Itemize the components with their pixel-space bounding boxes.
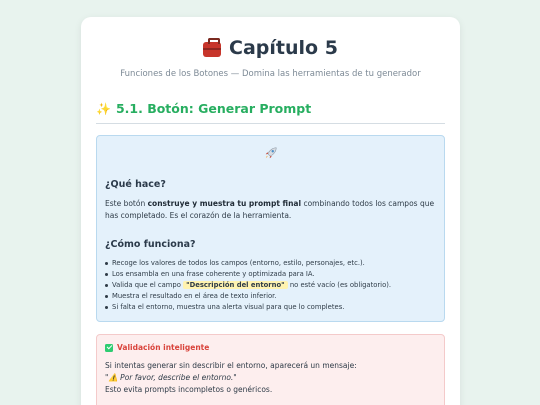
validation-line: Esto evita prompts incompletos o genéricos. <box>105 385 273 394</box>
chapter-card <box>81 17 460 405</box>
list-item: Los ensambla en una frase coherente y optimizada para IA. <box>105 269 436 280</box>
what-heading: ¿Qué hace? <box>105 179 166 190</box>
steps-list <box>105 258 436 313</box>
info-panel <box>96 135 445 322</box>
validation-message: "⚠️ Por favor, describe el entorno." <box>105 373 237 382</box>
list-item: Recoge los valores de todos los campos (entorno, estilo, personajes, etc.). <box>105 258 436 269</box>
field-highlight: "Descripción del entorno" <box>183 281 288 289</box>
toolbox-icon <box>203 42 221 57</box>
section-heading-text: 5.1. Botón: Generar Prompt <box>115 101 312 116</box>
section-heading <box>96 101 445 124</box>
list-item: Muestra el resultado en el área de texto inferior. <box>105 291 436 302</box>
validation-line: Si intentas generar sin describir el entorno, aparecerá un mensaje: <box>105 361 357 370</box>
validation-title <box>105 343 436 352</box>
rocket-icon <box>105 146 436 164</box>
how-heading: ¿Cómo funciona? <box>105 239 196 250</box>
what-description: Este botón construye y muestra tu prompt final combinando todos los campos que has completado. Es el corazón de la herramienta. <box>105 199 435 220</box>
list-item: Si falta el entorno, muestra una alerta visual para que lo completes. <box>105 302 436 313</box>
page-title <box>96 37 445 59</box>
check-icon <box>105 344 113 352</box>
validation-title-text: Validación inteligente <box>117 343 210 352</box>
page-title-text: Capítulo 5 <box>229 37 338 59</box>
page-subtitle: Funciones de los Botones — Domina las herramientas de tu generador <box>120 69 421 79</box>
list-item: Valida que el campo "Descripción del entorno" no esté vacío (es obligatorio). <box>105 280 436 291</box>
sparkles-icon: ✨ <box>96 101 111 116</box>
validation-panel <box>96 334 445 405</box>
